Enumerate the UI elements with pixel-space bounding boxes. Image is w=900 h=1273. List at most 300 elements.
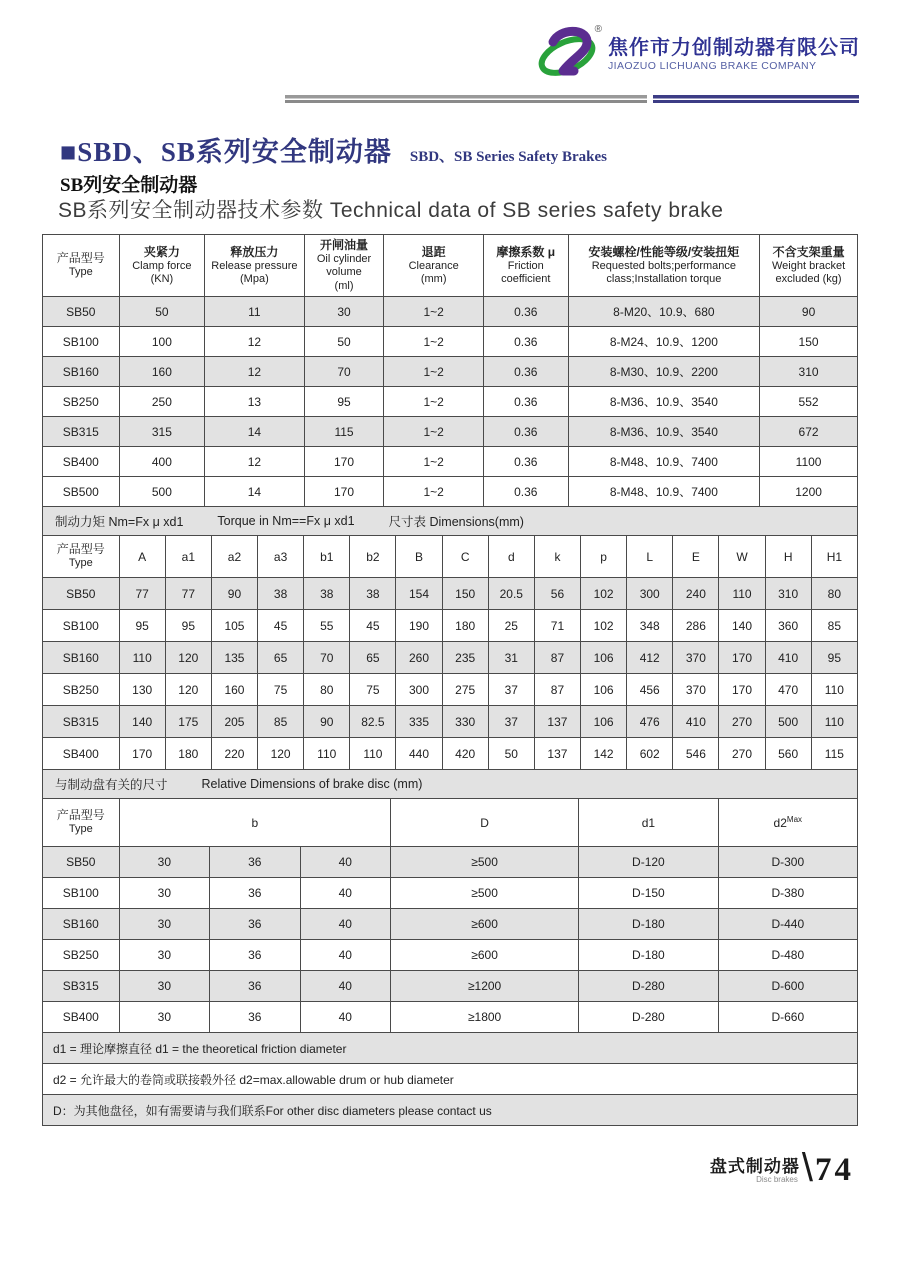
value-cell: 105 [211, 610, 257, 642]
note-row [43, 1064, 858, 1095]
column-header: a3 [258, 536, 304, 578]
model-cell: SB160 [43, 357, 120, 387]
page-number: 74 [815, 1152, 854, 1188]
table-row [43, 327, 858, 357]
value-cell: 87 [534, 642, 580, 674]
header-unit: class;Installation torque [606, 273, 722, 285]
value-cell: 77 [119, 578, 165, 610]
value-cell: D-280 [579, 971, 718, 1002]
table-row [43, 387, 858, 417]
table-row [43, 909, 858, 940]
value-cell: 1~2 [384, 417, 483, 447]
value-cell: ≥500 [390, 878, 578, 909]
column-header [205, 235, 304, 297]
header-cn: 产品型号 [56, 251, 105, 266]
value-cell: 110 [304, 738, 350, 770]
table-row [43, 940, 858, 971]
swirl-logo-icon [536, 26, 598, 84]
value-cell: 8-M36、10.9、3540 [568, 387, 760, 417]
header-cn: 产品型号 [56, 808, 105, 823]
value-cell: 87 [534, 674, 580, 706]
header-rule-gray [285, 95, 647, 103]
value-cell: 335 [396, 706, 442, 738]
value-cell: 0.36 [483, 297, 568, 327]
value-cell: ≥500 [390, 847, 578, 878]
value-cell: 1~2 [384, 387, 483, 417]
header-unit: (KN) [150, 273, 174, 285]
value-cell: 135 [211, 642, 257, 674]
value-cell: 80 [811, 578, 857, 610]
value-cell: 95 [304, 387, 384, 417]
column-header: E [673, 536, 719, 578]
value-cell: 275 [442, 674, 488, 706]
band-text: 与制动盘有关的尺寸 [55, 778, 168, 792]
table-header-row [43, 536, 858, 578]
column-header-b: b [119, 799, 390, 847]
model-cell: SB500 [43, 477, 120, 507]
value-cell: 40 [300, 940, 390, 971]
value-cell: 110 [719, 578, 765, 610]
value-cell: 1200 [760, 477, 858, 507]
header-unit: (Mpa) [240, 273, 269, 285]
model-cell: SB50 [43, 578, 120, 610]
header-unit: (ml) [334, 279, 354, 292]
header-en: Release pressure [211, 259, 298, 272]
value-cell: ≥600 [390, 909, 578, 940]
value-cell: 120 [165, 642, 211, 674]
value-cell: 170 [719, 642, 765, 674]
value-cell: 220 [211, 738, 257, 770]
column-header [43, 799, 120, 847]
value-cell: 40 [300, 909, 390, 940]
footer-label [710, 1158, 800, 1184]
value-cell: 95 [811, 642, 857, 674]
series-subtitle: SB列安全制动器 [60, 175, 198, 196]
value-cell: 1100 [760, 447, 858, 477]
value-cell: 8-M48、10.9、7400 [568, 477, 760, 507]
value-cell: 1~2 [384, 327, 483, 357]
value-cell: 142 [581, 738, 627, 770]
header-unit: excluded (kg) [775, 273, 842, 285]
value-cell: 75 [350, 674, 396, 706]
value-cell: D-150 [579, 878, 718, 909]
value-cell: ≥1800 [390, 1002, 578, 1033]
value-cell: 1~2 [384, 297, 483, 327]
table-row [43, 642, 858, 674]
value-cell: 140 [719, 610, 765, 642]
column-header [760, 235, 858, 297]
value-cell: 40 [300, 971, 390, 1002]
company-logo [536, 24, 602, 84]
table-row [43, 738, 858, 770]
value-cell: 13 [205, 387, 304, 417]
model-cell: SB400 [43, 447, 120, 477]
value-cell: 85 [811, 610, 857, 642]
value-cell: ≥600 [390, 940, 578, 971]
value-cell: 115 [811, 738, 857, 770]
value-cell: 30 [119, 940, 209, 971]
parameter-table [42, 234, 858, 507]
value-cell: 348 [627, 610, 673, 642]
table-row [43, 847, 858, 878]
value-cell: 50 [119, 297, 205, 327]
value-cell: 175 [165, 706, 211, 738]
model-cell: SB400 [43, 738, 120, 770]
value-cell: 31 [488, 642, 534, 674]
model-cell: SB315 [43, 417, 120, 447]
value-cell: 500 [765, 706, 811, 738]
footer-slash: \ [801, 1146, 813, 1190]
table-row [43, 878, 858, 909]
header-en: Type [68, 266, 93, 279]
value-cell: 65 [258, 642, 304, 674]
value-cell: 102 [581, 610, 627, 642]
value-cell: 25 [488, 610, 534, 642]
value-cell: 130 [119, 674, 165, 706]
model-cell: SB400 [43, 1002, 120, 1033]
column-header: W [719, 536, 765, 578]
value-cell: 8-M20、10.9、680 [568, 297, 760, 327]
section-title-en: SBD、SB Series Safety Brakes [409, 149, 607, 165]
value-cell: 20.5 [488, 578, 534, 610]
value-cell: 0.36 [483, 477, 568, 507]
value-cell: 1~2 [384, 447, 483, 477]
column-header: a1 [165, 536, 211, 578]
note-text: d1 = 理论摩擦直径 d1 = the theoretical friction diameter [43, 1033, 858, 1064]
value-cell: 30 [304, 297, 384, 327]
technical-data-title: SB系列安全制动器技术参数 Technical data of SB series safety brake [58, 199, 724, 222]
value-cell: 50 [304, 327, 384, 357]
header-en: Requested bolts;performance [591, 259, 737, 272]
value-cell: 37 [488, 674, 534, 706]
value-cell: 30 [119, 971, 209, 1002]
torque-formula-band [42, 506, 858, 536]
value-cell: 36 [210, 940, 300, 971]
model-cell: SB315 [43, 971, 120, 1002]
value-cell: 370 [673, 674, 719, 706]
value-cell: 85 [258, 706, 304, 738]
table-header-row [43, 799, 858, 847]
value-cell: 56 [534, 578, 580, 610]
value-cell: 140 [119, 706, 165, 738]
table-header-row [43, 235, 858, 297]
value-cell: 45 [258, 610, 304, 642]
value-cell: 560 [765, 738, 811, 770]
header-cn: 不含支架重量 [772, 244, 845, 259]
value-cell: 40 [300, 847, 390, 878]
table-row [43, 357, 858, 387]
model-cell: SB250 [43, 387, 120, 417]
footer-label-cn: 盘式制动器 [709, 1156, 800, 1176]
value-cell: 8-M36、10.9、3540 [568, 417, 760, 447]
value-cell: 235 [442, 642, 488, 674]
column-header: A [119, 536, 165, 578]
table-row [43, 417, 858, 447]
company-header [536, 26, 860, 84]
header-cn: 安装螺栓/性能等级/安装扭矩 [588, 244, 740, 259]
header-unit: (mm) [420, 273, 447, 285]
table-row [43, 971, 858, 1002]
value-cell: 95 [119, 610, 165, 642]
value-cell: 65 [350, 642, 396, 674]
value-cell: 286 [673, 610, 719, 642]
table-row [43, 297, 858, 327]
value-cell: 110 [350, 738, 396, 770]
column-header: b2 [350, 536, 396, 578]
company-name-block [608, 37, 860, 72]
header-en: Oil cylinder volume [316, 253, 372, 279]
value-cell: 75 [258, 674, 304, 706]
value-cell: 205 [211, 706, 257, 738]
column-header: p [581, 536, 627, 578]
column-header [304, 235, 384, 297]
value-cell: 330 [442, 706, 488, 738]
value-cell: 77 [165, 578, 211, 610]
note-row [43, 1095, 858, 1126]
model-cell: SB100 [43, 327, 120, 357]
table-row [43, 1002, 858, 1033]
column-header-D: D [390, 799, 578, 847]
value-cell: 106 [581, 642, 627, 674]
value-cell: 36 [210, 909, 300, 940]
value-cell: 110 [119, 642, 165, 674]
band-text: 尺寸表 Dimensions(mm) [388, 515, 524, 529]
value-cell: 170 [304, 447, 384, 477]
value-cell: 70 [304, 642, 350, 674]
value-cell: 160 [119, 357, 205, 387]
value-cell: 12 [205, 357, 304, 387]
value-cell: 240 [673, 578, 719, 610]
value-cell: 1~2 [384, 357, 483, 387]
value-cell: D-440 [718, 909, 857, 940]
registered-trademark-icon: ® [594, 24, 602, 35]
value-cell: 106 [581, 706, 627, 738]
value-cell: 38 [258, 578, 304, 610]
band-text: Relative Dimensions of brake disc (mm) [201, 777, 423, 791]
value-cell: D-660 [718, 1002, 857, 1033]
header-en: Clamp force [132, 259, 192, 272]
value-cell: D-600 [718, 971, 857, 1002]
value-cell: 102 [581, 578, 627, 610]
model-cell: SB100 [43, 878, 120, 909]
value-cell: D-180 [579, 940, 718, 971]
value-cell: 137 [534, 738, 580, 770]
value-cell: 315 [119, 417, 205, 447]
value-cell: 400 [119, 447, 205, 477]
column-header: B [396, 536, 442, 578]
value-cell: 12 [205, 447, 304, 477]
value-cell: 180 [165, 738, 211, 770]
value-cell: 170 [119, 738, 165, 770]
value-cell: 300 [627, 578, 673, 610]
disc-dimensions-band [42, 769, 858, 799]
value-cell: 180 [442, 610, 488, 642]
header-cn: 摩擦系数 μ [496, 244, 556, 259]
value-cell: 8-M24、10.9、1200 [568, 327, 760, 357]
value-cell: 45 [350, 610, 396, 642]
value-cell: 30 [119, 847, 209, 878]
value-cell: 37 [488, 706, 534, 738]
value-cell: D-180 [579, 909, 718, 940]
value-cell: D-300 [718, 847, 857, 878]
table-row [43, 610, 858, 642]
value-cell: 170 [719, 674, 765, 706]
section-title [60, 130, 607, 169]
column-header: L [627, 536, 673, 578]
header-rule-navy [653, 95, 859, 103]
header-superscript: Max [786, 815, 803, 824]
model-cell: SB250 [43, 940, 120, 971]
value-cell: 420 [442, 738, 488, 770]
header-en: Friction [507, 259, 544, 272]
band-text: 制动力矩 Nm=Fx μ xd1 [55, 515, 184, 529]
column-header [568, 235, 760, 297]
value-cell: 270 [719, 706, 765, 738]
value-cell: 30 [119, 909, 209, 940]
value-cell: 456 [627, 674, 673, 706]
value-cell: 110 [811, 674, 857, 706]
value-cell: 410 [673, 706, 719, 738]
value-cell: 95 [165, 610, 211, 642]
value-cell: 440 [396, 738, 442, 770]
model-cell: SB100 [43, 610, 120, 642]
value-cell: 150 [760, 327, 858, 357]
table-row [43, 674, 858, 706]
column-header [43, 536, 120, 578]
column-header-d2: $d2^{Max}$ [718, 799, 857, 847]
value-cell: 672 [760, 417, 858, 447]
value-cell: 470 [765, 674, 811, 706]
value-cell: 30 [119, 1002, 209, 1033]
column-header: H [765, 536, 811, 578]
value-cell: 8-M30、10.9、2200 [568, 357, 760, 387]
section-title-cn: ■SBD、SB系列安全制动器 [60, 137, 392, 167]
value-cell: 1~2 [384, 477, 483, 507]
column-header: d [488, 536, 534, 578]
table-row [43, 706, 858, 738]
column-header: b1 [304, 536, 350, 578]
note-row [43, 1033, 858, 1064]
column-header: k [534, 536, 580, 578]
disc-table [42, 798, 858, 1033]
header-en: Clearance [408, 259, 459, 272]
value-cell: 410 [765, 642, 811, 674]
value-cell: 260 [396, 642, 442, 674]
value-cell: 115 [304, 417, 384, 447]
note-text: D：为其他盘径，如有需要请与我们联系For other disc diameters please contact us [43, 1095, 858, 1126]
notes-table [42, 1032, 858, 1126]
value-cell: 120 [258, 738, 304, 770]
value-cell: 14 [205, 417, 304, 447]
value-cell: 370 [673, 642, 719, 674]
value-cell: 602 [627, 738, 673, 770]
value-cell: 90 [304, 706, 350, 738]
value-cell: 190 [396, 610, 442, 642]
model-cell: SB160 [43, 909, 120, 940]
table-row [43, 447, 858, 477]
company-name-en: JIAOZUO LICHUANG BRAKE COMPANY [608, 60, 817, 73]
value-cell: 82.5 [350, 706, 396, 738]
value-cell: 310 [765, 578, 811, 610]
value-cell: 12 [205, 327, 304, 357]
value-cell: D-480 [718, 940, 857, 971]
value-cell: 90 [760, 297, 858, 327]
page-footer [710, 1148, 854, 1193]
table-row [43, 578, 858, 610]
value-cell: 30 [119, 878, 209, 909]
value-cell: 50 [488, 738, 534, 770]
header-cn: 开闸油量 [320, 238, 369, 253]
value-cell: 11 [205, 297, 304, 327]
value-cell: 270 [719, 738, 765, 770]
note-text: d2 = 允许最大的卷筒或联接毂外径 d2=max.allowable drum or hub diameter [43, 1064, 858, 1095]
value-cell: ≥1200 [390, 971, 578, 1002]
value-cell: 36 [210, 971, 300, 1002]
value-cell: 40 [300, 878, 390, 909]
header-cn: 夹紧力 [143, 244, 180, 259]
column-header-d1: d1 [579, 799, 718, 847]
value-cell: 412 [627, 642, 673, 674]
header-cn: 退距 [421, 244, 446, 259]
value-cell: 360 [765, 610, 811, 642]
value-cell: D-120 [579, 847, 718, 878]
dimension-table [42, 535, 858, 770]
column-header [483, 235, 568, 297]
value-cell: 0.36 [483, 387, 568, 417]
model-cell: SB315 [43, 706, 120, 738]
value-cell: 0.36 [483, 327, 568, 357]
value-cell: 552 [760, 387, 858, 417]
value-cell: 500 [119, 477, 205, 507]
company-name-cn: 焦作市力创制动器有限公司 [608, 37, 860, 60]
header-en: Type [68, 823, 93, 836]
value-cell: 150 [442, 578, 488, 610]
value-cell: 8-M48、10.9、7400 [568, 447, 760, 477]
value-cell: 546 [673, 738, 719, 770]
header-en: Weight bracket [771, 259, 846, 272]
model-cell: SB160 [43, 642, 120, 674]
model-cell: SB50 [43, 297, 120, 327]
column-header: C [442, 536, 488, 578]
column-header [43, 235, 120, 297]
band-text: Torque in Nm==Fx μ xd1 [217, 514, 355, 528]
value-cell: 106 [581, 674, 627, 706]
header-cn: 释放压力 [230, 244, 279, 259]
value-cell: 80 [304, 674, 350, 706]
column-header: a2 [211, 536, 257, 578]
value-cell: 40 [300, 1002, 390, 1033]
value-cell: 0.36 [483, 417, 568, 447]
value-cell: 137 [534, 706, 580, 738]
column-header: H1 [811, 536, 857, 578]
value-cell: 36 [210, 1002, 300, 1033]
value-cell: 0.36 [483, 447, 568, 477]
value-cell: 120 [165, 674, 211, 706]
value-cell: 160 [211, 674, 257, 706]
value-cell: 154 [396, 578, 442, 610]
column-header [119, 235, 205, 297]
value-cell: 71 [534, 610, 580, 642]
value-cell: 170 [304, 477, 384, 507]
value-cell: 36 [210, 847, 300, 878]
value-cell: 300 [396, 674, 442, 706]
value-cell: D-380 [718, 878, 857, 909]
value-cell: 55 [304, 610, 350, 642]
value-cell: 310 [760, 357, 858, 387]
value-cell: 100 [119, 327, 205, 357]
value-cell: 476 [627, 706, 673, 738]
value-cell: 110 [811, 706, 857, 738]
